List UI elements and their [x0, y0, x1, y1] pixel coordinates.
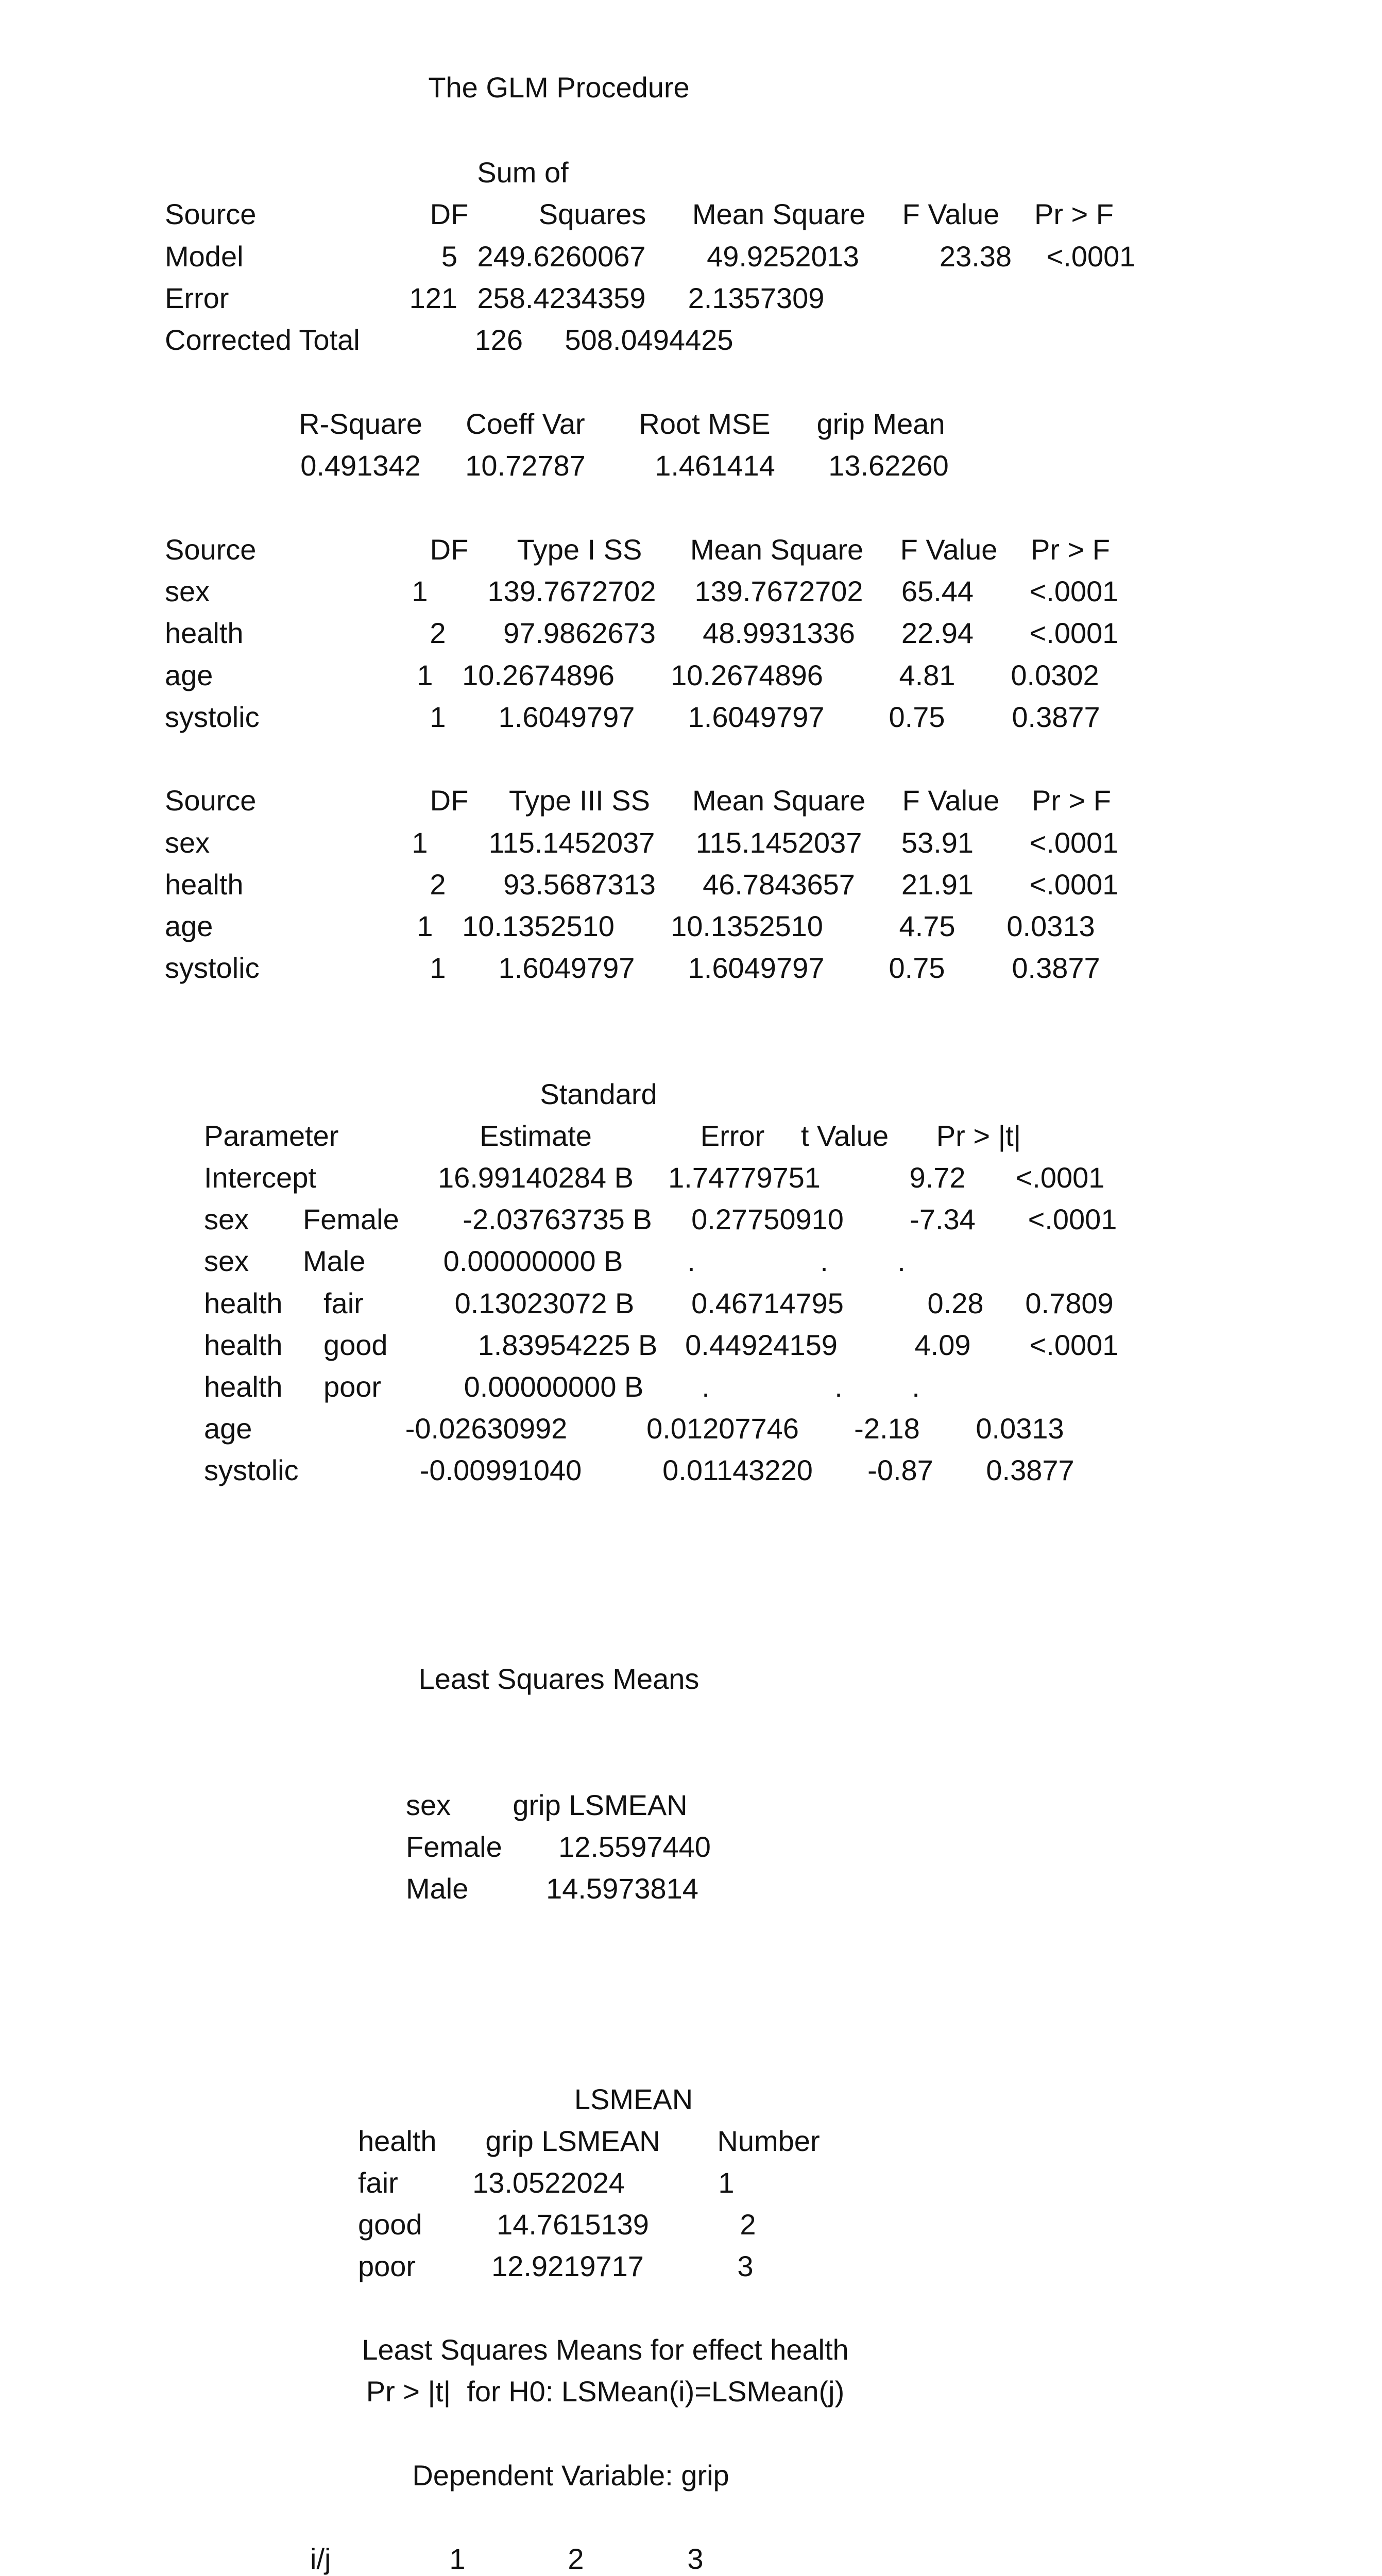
lsm-health-row-value: 14.7615139 [497, 2208, 649, 2241]
type3-header-ss: Type III SS [509, 784, 650, 817]
type1-row-df: 2 [430, 617, 446, 649]
lsm-health-header-grip-lsmean: grip LSMEAN [485, 2125, 660, 2157]
params-row-parameter: health [204, 1287, 283, 1319]
anova-row-source: Model [165, 240, 244, 273]
type1-row-ss: 1.6049797 [498, 701, 635, 733]
type1-row-df: 1 [430, 701, 446, 733]
lsm-health-header-lsmean: LSMEAN [574, 2083, 693, 2115]
type3-row-ms: 10.1352510 [671, 910, 823, 942]
type3-row-ss: 93.5687313 [503, 868, 656, 901]
type1-header-p: Pr > F [1030, 533, 1111, 566]
pairwise-header-ij: i/j [310, 2543, 331, 2575]
type3-row-source: systolic [165, 952, 260, 984]
params-row-estimate: 16.99140284 B [438, 1161, 634, 1194]
lsm-health-row-number: 1 [718, 2166, 735, 2199]
fit-value-coeff-var: 10.72787 [465, 449, 586, 482]
anova-row-ms: 2.1357309 [688, 282, 825, 314]
type1-row-p: 0.3877 [1012, 701, 1100, 733]
type1-row-p: <.0001 [1029, 617, 1119, 649]
type3-row-ss: 115.1452037 [488, 826, 655, 859]
pairwise-header-col: 2 [568, 2543, 584, 2575]
type3-row-source: health [165, 868, 244, 901]
type1-header-ms: Mean Square [690, 533, 864, 566]
anova-row-ss: 258.4234359 [477, 282, 646, 314]
pairwise-title: Least Squares Means for effect health [362, 2333, 849, 2366]
params-row-error: . [702, 1370, 710, 1403]
type1-row-f: 22.94 [901, 617, 974, 649]
lsm-health-row-number: 3 [737, 2250, 754, 2282]
type3-row-f: 53.91 [901, 826, 974, 859]
anova-row-df: 126 [474, 324, 523, 356]
lsm-title: Least Squares Means [418, 1663, 699, 1695]
params-row-estimate: 0.13023072 B [454, 1287, 635, 1319]
anova-header-df: DF [430, 198, 469, 230]
type3-row-p: 0.3877 [1012, 952, 1100, 984]
type3-row-df: 1 [430, 952, 446, 984]
type1-header-f: F Value [900, 533, 998, 566]
pairwise-subtitle: Pr > |t| for H0: LSMean(i)=LSMean(j) [366, 2375, 845, 2408]
params-row-estimate: -2.03763735 B [463, 1203, 652, 1235]
fit-value-root-mse: 1.461414 [655, 449, 775, 482]
params-row-t: -0.87 [867, 1454, 933, 1486]
params-row-error: 1.74779751 [668, 1161, 821, 1194]
lsm-health-row-level: poor [358, 2250, 416, 2282]
params-row-error: 0.01207746 [646, 1412, 799, 1445]
type3-row-ss: 1.6049797 [498, 952, 635, 984]
type1-row-df: 1 [417, 659, 433, 691]
anova-row-f: 23.38 [939, 240, 1012, 273]
type3-header-df: DF [430, 784, 469, 817]
type3-header-source: Source [165, 784, 257, 817]
dependent-variable-label: Dependent Variable: grip [412, 2459, 729, 2492]
params-row-t: 9.72 [909, 1161, 966, 1194]
lsm-sex-row-value: 12.5597440 [558, 1831, 711, 1863]
params-row-p: <.0001 [1029, 1329, 1119, 1361]
fit-header-root-mse: Root MSE [639, 408, 771, 440]
params-row-estimate: 1.83954225 B [477, 1329, 658, 1361]
params-row-parameter: sex [204, 1203, 249, 1235]
anova-header-source: Source [165, 198, 257, 230]
type1-row-ms: 139.7672702 [694, 575, 863, 607]
fit-header-coeff-var: Coeff Var [466, 408, 585, 440]
params-row-p: <.0001 [1015, 1161, 1105, 1194]
type1-row-ss: 139.7672702 [487, 575, 656, 607]
anova-header-f-value: F Value [902, 198, 1000, 230]
params-row-level: good [323, 1329, 388, 1361]
type3-row-p: <.0001 [1029, 868, 1119, 901]
params-header-standard: Standard [540, 1078, 657, 1110]
anova-row-df: 5 [441, 240, 457, 273]
anova-header-squares: Squares [538, 198, 646, 230]
type1-row-f: 65.44 [901, 575, 974, 607]
type1-row-source: health [165, 617, 244, 649]
params-row-level: Female [303, 1203, 399, 1235]
anova-row-ss: 508.0494425 [565, 324, 733, 356]
type1-row-f: 4.81 [899, 659, 956, 691]
type3-row-p: <.0001 [1029, 826, 1119, 859]
type3-row-source: age [165, 910, 213, 942]
anova-row-source: Error [165, 282, 229, 314]
params-header-t-value: t Value [800, 1120, 889, 1152]
type3-row-ms: 1.6049797 [688, 952, 825, 984]
lsm-sex-row-level: Female [406, 1831, 502, 1863]
fit-header-r-square: R-Square [299, 408, 422, 440]
anova-row-ss: 249.6260067 [477, 240, 646, 273]
params-row-estimate: -0.00991040 [419, 1454, 582, 1486]
type3-row-f: 4.75 [899, 910, 956, 942]
params-row-level: fair [323, 1287, 364, 1319]
type3-row-source: sex [165, 826, 210, 859]
fit-value-r-square: 0.491342 [300, 449, 421, 482]
anova-row-ms: 49.9252013 [707, 240, 859, 273]
type1-header-source: Source [165, 533, 257, 566]
params-row-p: 0.7809 [1025, 1287, 1114, 1319]
type3-row-df: 2 [430, 868, 446, 901]
type1-row-source: systolic [165, 701, 260, 733]
type1-row-source: sex [165, 575, 210, 607]
params-row-t: . [834, 1370, 843, 1403]
lsm-health-header-number: Number [717, 2125, 820, 2157]
fit-value-grip-mean: 13.62260 [828, 449, 949, 482]
lsm-health-row-value: 12.9219717 [491, 2250, 644, 2282]
type1-row-source: age [165, 659, 213, 691]
params-row-estimate: 0.00000000 B [464, 1370, 644, 1403]
params-row-p: . [912, 1370, 920, 1403]
lsm-health-row-level: good [358, 2208, 422, 2241]
anova-header-pr-f: Pr > F [1034, 198, 1114, 230]
type1-row-ss: 10.2674896 [462, 659, 615, 691]
params-row-t: . [820, 1245, 828, 1277]
params-row-t: 4.09 [914, 1329, 971, 1361]
type1-header-df: DF [430, 533, 469, 566]
anova-row-df: 121 [409, 282, 457, 314]
lsm-sex-row-level: Male [406, 1872, 469, 1905]
type1-row-ms: 48.9931336 [703, 617, 855, 649]
type1-row-ss: 97.9862673 [503, 617, 656, 649]
lsm-sex-row-value: 14.5973814 [546, 1872, 698, 1905]
type1-row-df: 1 [412, 575, 428, 607]
params-row-p: 0.3877 [986, 1454, 1074, 1486]
params-row-error: 0.01143220 [662, 1454, 813, 1486]
type3-row-ms: 46.7843657 [703, 868, 855, 901]
params-row-p: 0.0313 [976, 1412, 1064, 1445]
params-row-t: -7.34 [910, 1203, 976, 1235]
anova-row-p: <.0001 [1046, 240, 1136, 273]
type3-header-f: F Value [902, 784, 1000, 817]
lsm-health-row-number: 2 [740, 2208, 756, 2241]
params-row-t: -2.18 [854, 1412, 920, 1445]
params-row-parameter: health [204, 1329, 283, 1361]
params-row-parameter: health [204, 1370, 283, 1403]
params-header-estimate: Estimate [480, 1120, 592, 1152]
type3-row-df: 1 [417, 910, 433, 942]
params-row-estimate: 0.00000000 B [443, 1245, 623, 1277]
params-row-parameter: systolic [204, 1454, 299, 1486]
pairwise-header-col: 1 [449, 2543, 466, 2575]
params-header-p: Pr > |t| [936, 1120, 1021, 1152]
type3-header-p: Pr > F [1031, 784, 1112, 817]
lsm-sex-header-sex: sex [406, 1789, 451, 1821]
pairwise-header-col: 3 [687, 2543, 704, 2575]
type3-row-f: 0.75 [889, 952, 945, 984]
type3-row-p: 0.0313 [1006, 910, 1095, 942]
params-row-level: Male [303, 1245, 366, 1277]
type3-row-ss: 10.1352510 [462, 910, 615, 942]
type1-header-ss: Type I SS [517, 533, 642, 566]
type1-row-ms: 10.2674896 [671, 659, 823, 691]
params-row-parameter: sex [204, 1245, 249, 1277]
type3-row-ms: 115.1452037 [695, 826, 862, 859]
params-row-p: <.0001 [1028, 1203, 1117, 1235]
anova-row-source: Corrected Total [165, 324, 360, 356]
params-row-error: . [687, 1245, 695, 1277]
lsm-health-header-health: health [358, 2125, 437, 2157]
params-row-error: 0.46714795 [691, 1287, 844, 1319]
type1-row-ms: 1.6049797 [688, 701, 825, 733]
params-row-p: . [897, 1245, 906, 1277]
params-row-error: 0.44924159 [685, 1329, 838, 1361]
type3-row-df: 1 [412, 826, 428, 859]
anova-header-mean-square: Mean Square [692, 198, 866, 230]
params-header-error: Error [700, 1120, 765, 1152]
params-header-parameter: Parameter [204, 1120, 339, 1152]
params-row-error: 0.27750910 [691, 1203, 844, 1235]
anova-header-sum-of: Sum of [477, 156, 569, 189]
lsm-health-row-value: 13.0522024 [472, 2166, 625, 2199]
params-row-parameter: Intercept [204, 1161, 316, 1194]
type3-row-f: 21.91 [901, 868, 974, 901]
type1-row-f: 0.75 [889, 701, 945, 733]
type1-row-p: 0.0302 [1011, 659, 1099, 691]
params-row-level: poor [323, 1370, 382, 1403]
lsm-health-row-level: fair [358, 2166, 398, 2199]
params-row-parameter: age [204, 1412, 252, 1445]
params-row-estimate: -0.02630992 [405, 1412, 568, 1445]
page-title: The GLM Procedure [428, 71, 690, 104]
fit-header-grip-mean: grip Mean [816, 408, 945, 440]
params-row-t: 0.28 [927, 1287, 984, 1319]
type3-header-ms: Mean Square [692, 784, 866, 817]
lsm-sex-header-lsmean: grip LSMEAN [513, 1789, 688, 1821]
type1-row-p: <.0001 [1029, 575, 1119, 607]
